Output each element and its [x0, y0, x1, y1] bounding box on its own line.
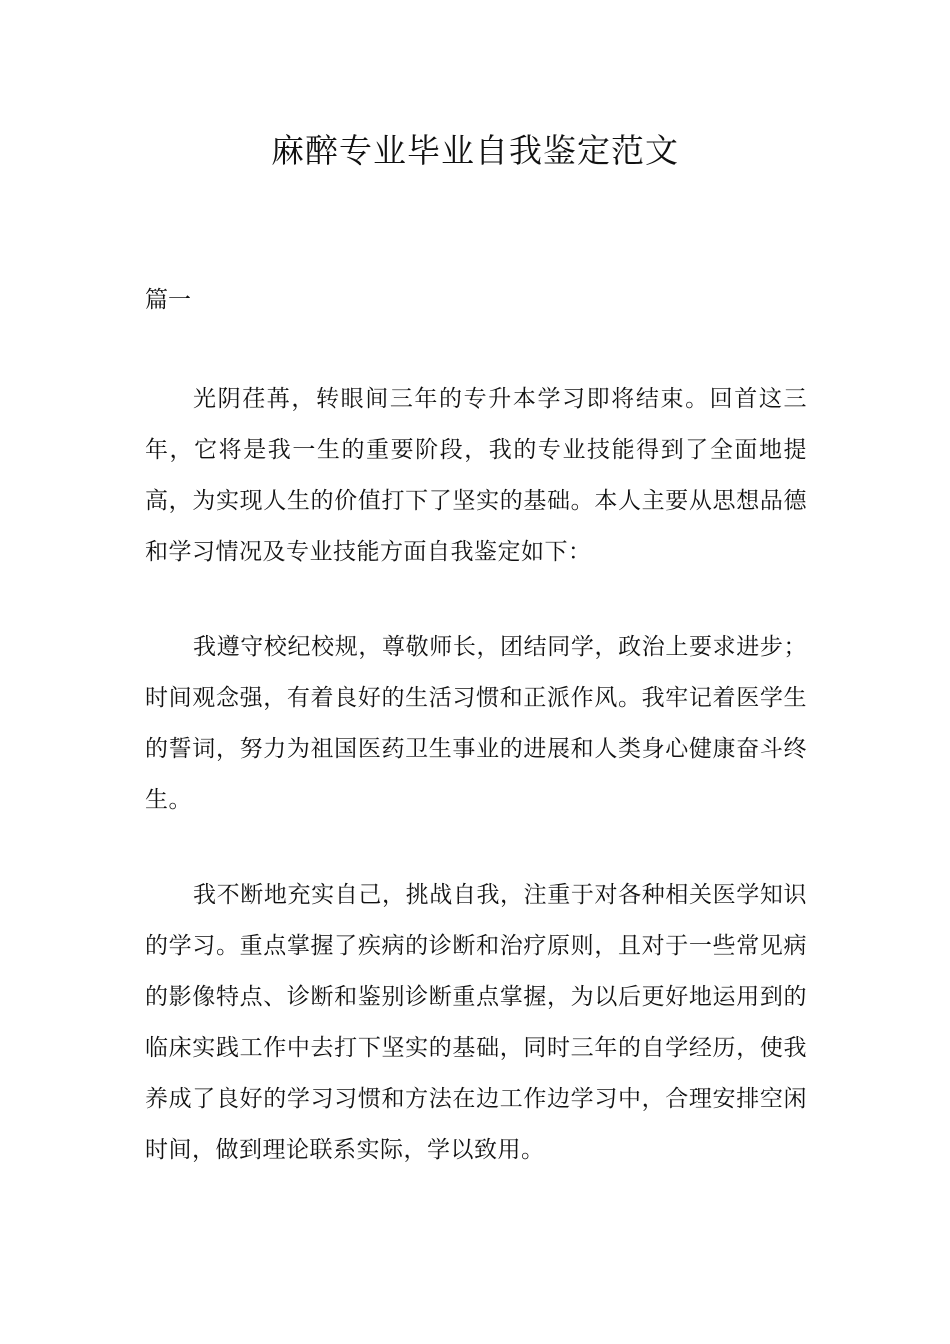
document-title: 麻醉专业毕业自我鉴定范文 — [271, 131, 679, 170]
paragraph-2: 我遵守校纪校规，尊敬师长，团结同学，政治上要求进步；时间观念强，有着良好的生活习惯和正派作风。我牢记着医学生的誓词，努力为祖国医药卫生事业的进展和人类身心健康奋斗终生。 — [145, 634, 807, 813]
paragraph-3: 我不断地充实自己，挑战自我，注重于对各种相关医学知识的学习。重点掌握了疾病的诊断和治疗原则，且对于一些常见病的影像特点、诊断和鉴别诊断重点掌握，为以后更好地运用到的临床实践工作中去打下坚实的基础，同时三年的自学经历，使我养成了良好的学习习惯和方法在边工作边学习中，合理安排空闲时间，做到理论联系实际，学以致用。 — [145, 882, 807, 1163]
section-heading: 篇一 — [145, 287, 191, 313]
paragraph-1: 光阴荏苒，转眼间三年的专升本学习即将结束。回首这三年，它将是我一生的重要阶段，我的专业技能得到了全面地提高，为实现人生的价值打下了坚实的基础。本人主要从思想品德和学习情况及专业技能方面自我鉴定如下： — [145, 386, 807, 565]
